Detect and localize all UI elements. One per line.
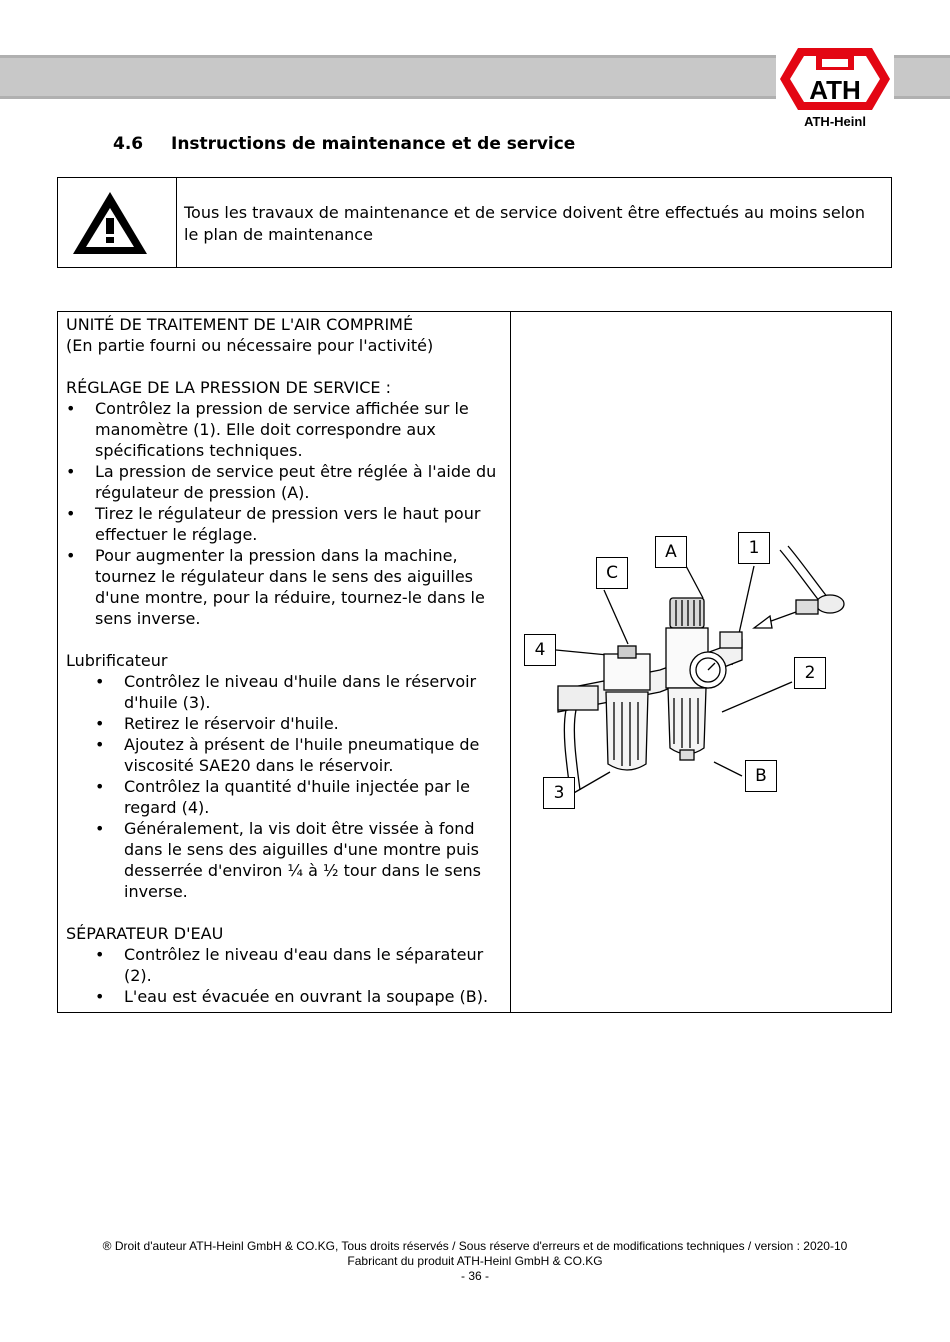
- list-item: • La pression de service peut être réglée à l'aide du régulateur de pression (A).: [66, 461, 506, 503]
- lubricator-heading: Lubrificateur: [66, 651, 168, 670]
- list-item: • Contrôlez le niveau d'huile dans le réservoir d'huile (3).: [66, 671, 506, 713]
- footer-copyright: ® Droit d'auteur ATH-Heinl GmbH & CO.KG, Tous droits réservés / Sous réserve d'erreurs et de modifications techniques / version : 2020-10: [102, 1239, 848, 1253]
- list-item: • L'eau est évacuée en ouvrant la soupape (B).: [66, 986, 506, 1007]
- figure-label-3: 3: [543, 777, 575, 809]
- warning-box: [57, 177, 892, 268]
- warning-text: Tous les travaux de maintenance et de service doivent être effectués au moins selon le plan de maintenance: [184, 203, 866, 244]
- figure-label-c: C: [596, 557, 628, 589]
- air-unit-heading: UNITÉ DE TRAITEMENT DE L'AIR COMPRIMÉ: [66, 315, 414, 334]
- section-title: [113, 134, 575, 154]
- list-item: • Retirez le réservoir d'huile.: [66, 713, 506, 734]
- footer-manufacturer: Fabricant du produit ATH-Heinl GmbH & CO.KG: [347, 1254, 603, 1268]
- separator-heading: SÉPARATEUR D'EAU: [66, 924, 224, 943]
- section-number: 4.6: [113, 134, 144, 154]
- pressure-heading: RÉGLAGE DE LA PRESSION DE SERVICE :: [66, 378, 391, 397]
- list-item: • Ajoutez à présent de l'huile pneumatique de viscosité SAE20 dans le réservoir.: [66, 734, 506, 776]
- figure-label-2: 2: [794, 657, 826, 689]
- figure-label-b: B: [745, 760, 777, 792]
- svg-text:ATH: ATH: [809, 75, 861, 105]
- figure-label-1: 1: [738, 532, 770, 564]
- list-item: • Contrôlez la pression de service affichée sur le manomètre (1). Elle doit correspondre aux spécifications techniques.: [66, 398, 506, 461]
- air-unit-subheading: (En partie fourni ou nécessaire pour l'activité): [66, 336, 434, 355]
- lubricator-list: [66, 671, 506, 902]
- list-item: • Contrôlez la quantité d'huile injectée par le regard (4).: [66, 776, 506, 818]
- ath-logo: [776, 44, 894, 134]
- warning-icon-cell: [58, 178, 177, 267]
- figure-label-4: 4: [524, 634, 556, 666]
- air-unit-figure: [510, 520, 890, 830]
- separator-list: [66, 944, 506, 1007]
- list-item: • Pour augmenter la pression dans la machine, tournez le régulateur dans le sens des aiguilles d'une montre, pour la réduire, tournez-le dans le sens inverse.: [66, 545, 506, 629]
- figure-label-a: A: [655, 536, 687, 568]
- section-title-text: Instructions de maintenance et de service: [171, 134, 576, 154]
- list-item: • Tirez le régulateur de pression vers le haut pour effectuer le réglage.: [66, 503, 506, 545]
- page-number: - 36 -: [460, 1269, 489, 1283]
- warning-triangle-icon: [70, 188, 150, 258]
- list-item: • Contrôlez le niveau d'eau dans le séparateur (2).: [66, 944, 506, 986]
- logo-caption: ATH-Heinl: [804, 114, 866, 129]
- instructions-column: [66, 314, 506, 1007]
- pressure-list: [66, 398, 506, 629]
- page-footer: [0, 1239, 950, 1284]
- list-item: • Généralement, la vis doit être vissée à fond dans le sens des aiguilles d'une montre puis desserrée d'environ ¼ à ½ tour dans le sens inverse.: [66, 818, 506, 902]
